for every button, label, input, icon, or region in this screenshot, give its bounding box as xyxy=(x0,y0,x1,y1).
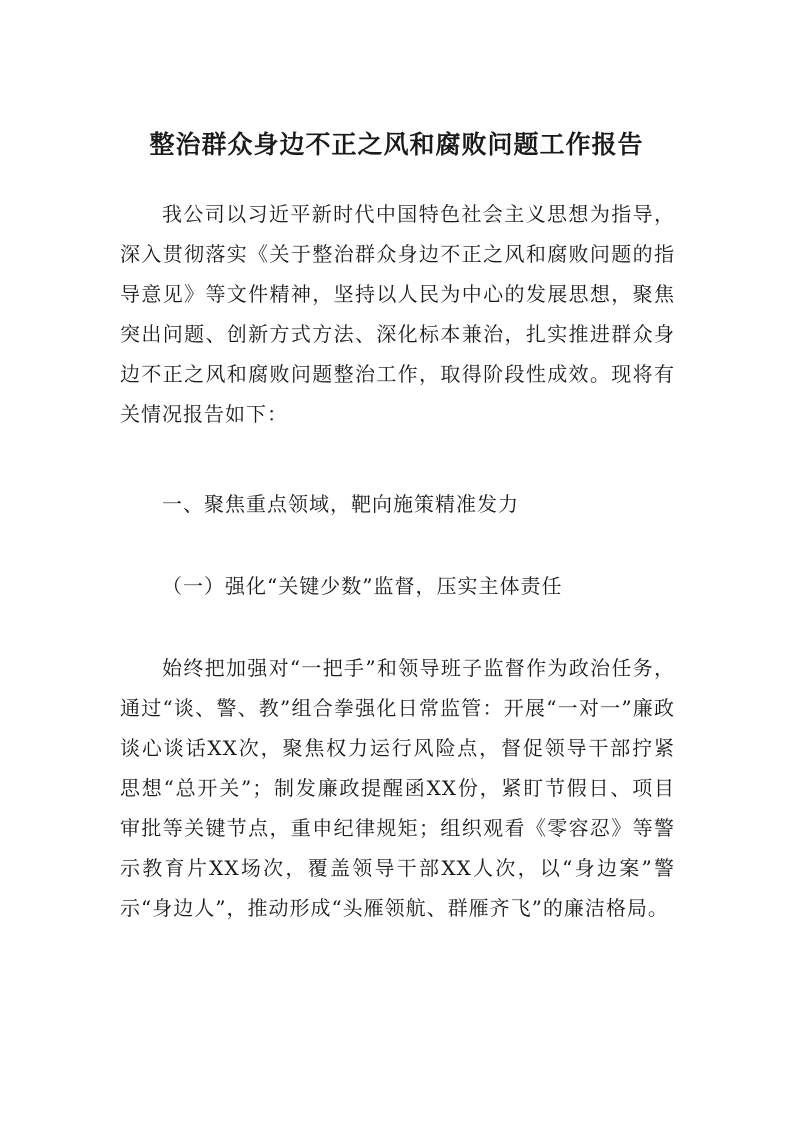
section-heading-1: 一、聚焦重点领域，靶向施策精准发力 xyxy=(162,492,519,516)
subsection-1-paragraph: 始终把加强对“一把手”和领导班子监督作为政治任务，通过“谈、警、教”组合拳强化日常监管：开展“一对一”廉政谈心谈话XX次，聚焦权力运行风险点，督促领导干部拧紧思想“总开关”；制发廉政提醒函XX份，紧盯节假日、项目审批等关键节点，重申纪律规矩；组织观看《零容忍》等警示教育片XX场次，覆盖领导干部XX人次，以“身边案”警示“身边人”，推动形成“头雁领航、群雁齐飞”的廉洁格局。 xyxy=(120,656,675,920)
intro-paragraph: 我公司以习近平新时代中国特色社会主义思想为指导，深入贯彻落实《关于整治群众身边不正之风和腐败问题的指导意见》等文件精神，坚持以人民为中心的发展思想，聚焦突出问题、创新方式方法、深化标本兼治，扎实推进群众身边不正之风和腐败问题整治工作，取得阶段性成效。现将有关情况报告如下： xyxy=(120,202,675,426)
subsection-heading-1: （一）强化“关键少数”监督，压实主体责任 xyxy=(162,574,563,598)
document-title: 整治群众身边不正之风和腐败问题工作报告 xyxy=(149,130,644,159)
